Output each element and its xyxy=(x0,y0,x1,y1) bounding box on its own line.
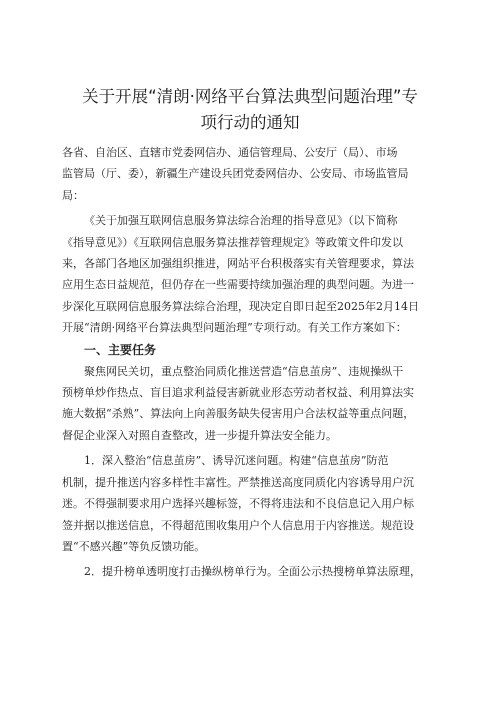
section1-line: 督促企业深入对照自查整改，进一步提升算法安全能力。 xyxy=(62,428,337,442)
intro-line: 开展“清朗·网络平台算法典型问题治理”专项行动。有关工作方案如下： xyxy=(62,321,407,335)
item2-paragraph xyxy=(62,561,440,582)
intro-line: 来，各部门各地区加强组织推进，网站平台积极落实有关管理要求，算法 xyxy=(62,257,414,271)
intro-paragraph xyxy=(62,210,440,338)
salutation xyxy=(62,142,440,206)
item1-line: 置“不感兴趣”等负反馈功能。 xyxy=(62,539,206,553)
salutation-line: 各省、自治区、直辖市党委网信办、通信管理局、公安厅（局）、市场 xyxy=(62,146,398,159)
section1-paragraph xyxy=(62,361,440,447)
section-heading-main-tasks: 一、主要任务 xyxy=(84,342,157,357)
item1-line: 签并据以推送信息，不得超范围收集用户个人信息用于内容推送。规范设 xyxy=(62,518,414,532)
section1-line: 施大数据“杀熟”、算法向上向善服务缺失侵害用户合法权益等重点问题， xyxy=(62,407,415,421)
item2-line: 2．提升榜单透明度打击操纵榜单行为。全面公示热搜榜单算法原理， xyxy=(84,565,421,579)
item1-line: 迷。不得强制要求用户选择兴趣标签，不得将违法和不良信息记入用户标 xyxy=(62,497,414,511)
section1-line: 聚焦网民关切，重点整治同质化推送营造“信息茧房”、违规操纵干 xyxy=(84,364,404,378)
title-line-2: 项行动的通知 xyxy=(200,113,300,132)
section1-line: 预榜单炒作热点、盲目追求利益侵害新就业形态劳动者权益、利用算法实 xyxy=(62,386,414,400)
item1-paragraph xyxy=(62,450,440,557)
intro-line: 步深化互联网信息服务算法综合治理，现决定自即日起至2025年2月14日 xyxy=(62,299,419,313)
intro-line: 《指导意见》）《互联网信息服务算法推荐管理规定》等政策文件印发以 xyxy=(62,235,403,249)
document-title xyxy=(62,84,438,136)
document-body xyxy=(62,142,440,583)
salutation-line: 局： xyxy=(62,188,84,202)
salutation-line: 监管局（厅、委），新疆生产建设兵团党委网信办、公安局、市场监管局 xyxy=(62,167,409,181)
item1-line: 1．深入整治“信息茧房”、诱导沉迷问题。构建“信息茧房”防范 xyxy=(84,454,389,468)
title-line-1: 关于开展“清朗·网络平台算法典型问题治理”专 xyxy=(82,87,418,106)
intro-line: 应用生态日益规范，但仍存在一些需要持续加强治理的典型问题。为进一 xyxy=(62,278,414,292)
item1-line: 机制，提升推送内容多样性丰富性。严禁推送高度同质化内容诱导用户沉 xyxy=(62,475,414,489)
intro-line: 《关于加强互联网信息服务算法综合治理的指导意见》（以下简称 xyxy=(84,214,398,228)
